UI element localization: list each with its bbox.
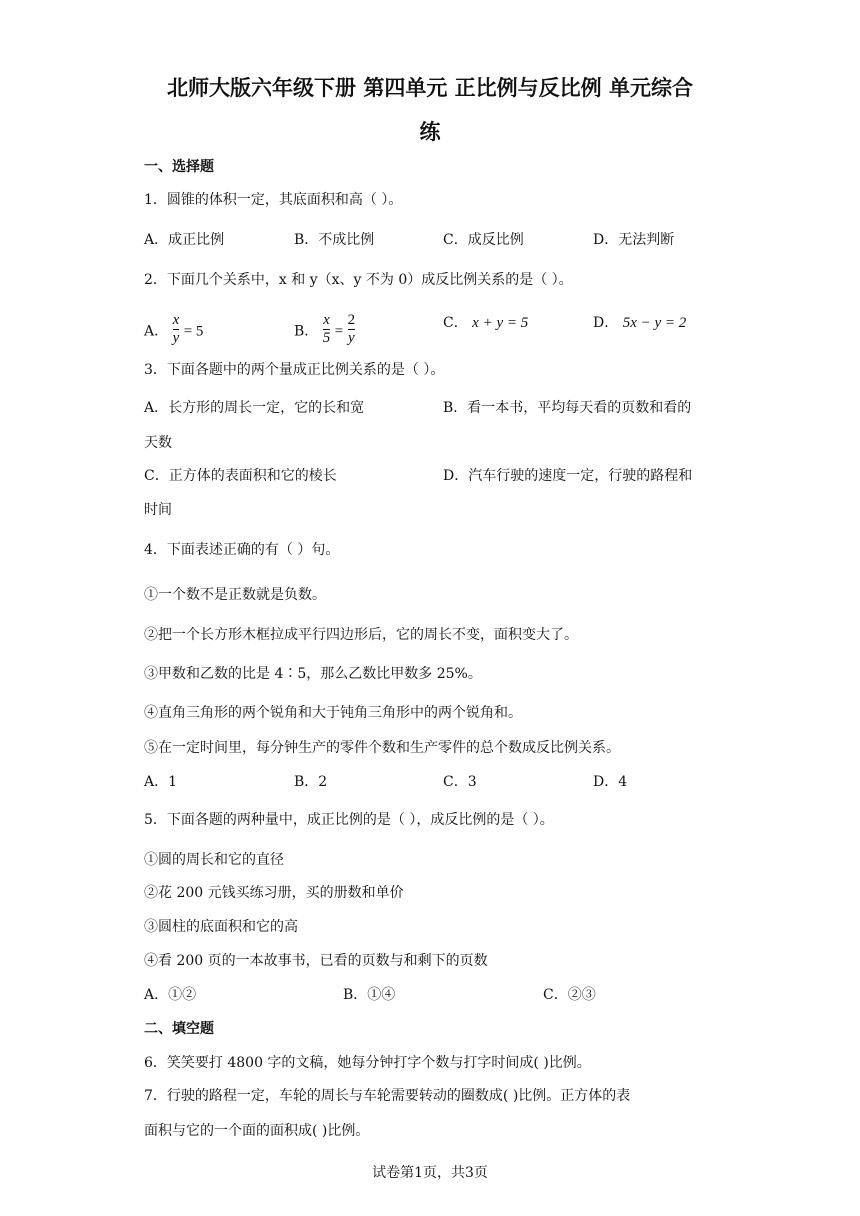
question-1-option-c: C．成反比例 xyxy=(443,232,524,248)
page-footer: 试卷第1页，共3页 xyxy=(372,1165,488,1181)
option-label: B． xyxy=(294,323,319,340)
fraction-2-over-y xyxy=(348,312,356,347)
question-5-statement-1: ①圆的周长和它的直径 xyxy=(144,852,284,868)
option-label: A． xyxy=(144,323,169,340)
question-3-option-a: A．长方形的周长一定，它的长和宽 xyxy=(144,400,365,416)
section-heading-choice: 一、选择题 xyxy=(144,159,214,175)
page-title-line1: 北师大版六年级下册 第四单元 正比例与反比例 单元综合 xyxy=(167,76,693,100)
question-4-stem: 4．下面表述正确的有（ ）句。 xyxy=(144,542,340,558)
equation: x + y = 5 xyxy=(472,315,529,331)
question-5-option-c: C．②③ xyxy=(543,987,596,1003)
question-5-option-a: A．①② xyxy=(144,987,197,1003)
question-4-statement-3: ③甲数和乙数的比是 4∶5，那么乙数比甲数多 25%。 xyxy=(144,666,482,682)
equation-rest: = 5 xyxy=(183,323,204,340)
question-4-statement-1: ①一个数不是正数就是负数。 xyxy=(144,587,326,603)
question-2-option-d xyxy=(593,314,686,332)
question-2-stem: 2．下面几个关系中，x 和 y（x、y 不为 0）成反比例关系的是（ ）。 xyxy=(144,272,573,288)
question-3-option-b-line1: B．看一本书，平均每天看的页数和看的 xyxy=(443,400,692,416)
question-2-option-a xyxy=(144,314,203,349)
section-heading-fill-blank: 二、填空题 xyxy=(144,1021,214,1037)
fraction-numerator: x xyxy=(172,312,180,328)
question-1-stem: 1．圆锥的体积一定，其底面积和高（ ）。 xyxy=(144,192,403,208)
question-2-option-c xyxy=(443,314,528,332)
fraction-numerator: 2 xyxy=(347,312,356,328)
question-3-stem: 3．下面各题中的两个量成正比例关系的是（ ）。 xyxy=(144,362,445,378)
question-3-option-d-line1: D．汽车行驶的速度一定，行驶的路程和 xyxy=(443,468,693,484)
fraction-x-over-5 xyxy=(323,312,331,347)
question-1-option-d: D．无法判断 xyxy=(593,232,675,248)
fraction-x-over-y xyxy=(173,312,180,347)
question-3-option-c: C．正方体的表面积和它的棱长 xyxy=(144,468,337,484)
option-label: D． xyxy=(593,315,619,331)
question-5-statement-3: ③圆柱的底面积和它的高 xyxy=(144,919,298,935)
fraction-denominator: y xyxy=(348,330,355,346)
question-7-line2: 面积与它的一个面的面积成( )比例。 xyxy=(144,1123,370,1139)
question-7-line1: 7．行驶的路程一定，车轮的周长与车轮需要转动的圈数成( )比例。正方体的表 xyxy=(144,1088,631,1104)
question-1-option-a: A．成正比例 xyxy=(144,232,225,248)
question-3-option-d-line2: 时间 xyxy=(144,502,172,518)
fraction-numerator: x xyxy=(323,312,330,328)
question-5-stem: 5．下面各题的两种量中，成正比例的是（ ），成反比例的是（ ）。 xyxy=(144,812,554,828)
question-4-option-a: A．1 xyxy=(144,774,178,790)
question-4-statement-2: ②把一个长方形木框拉成平行四边形后，它的周长不变，面积变大了。 xyxy=(144,627,578,643)
question-5-statement-2: ②花 200 元钱买练习册，买的册数和单价 xyxy=(144,885,404,901)
question-1-option-b: B．不成比例 xyxy=(294,232,375,248)
question-4-statement-4: ④直角三角形的两个锐角和大于钝角三角形中的两个锐角和。 xyxy=(144,705,522,721)
question-6: 6．笑笑要打 4800 字的文稿，她每分钟打字个数与打字时间成( )比例。 xyxy=(144,1055,591,1071)
equation: 5x − y = 2 xyxy=(622,315,687,331)
question-5-option-b: B．①④ xyxy=(343,987,396,1003)
question-2-option-b xyxy=(294,314,355,349)
fraction-denominator: 5 xyxy=(322,330,331,346)
option-label: C． xyxy=(443,315,468,331)
question-4-option-c: C．3 xyxy=(443,774,477,790)
question-3-option-b-line2: 天数 xyxy=(144,435,172,451)
equals-sign: = xyxy=(334,323,344,340)
question-4-option-d: D．4 xyxy=(593,774,628,790)
page-title-line2: 练 xyxy=(419,120,441,144)
fraction-denominator: y xyxy=(172,330,180,346)
question-4-statement-5: ⑤在一定时间里，每分钟生产的零件个数和生产零件的总个数成反比例关系。 xyxy=(144,740,620,756)
question-5-statement-4: ④看 200 页的一本故事书，已看的页数与和剩下的页数 xyxy=(144,953,488,969)
question-4-option-b: B．2 xyxy=(294,774,328,790)
